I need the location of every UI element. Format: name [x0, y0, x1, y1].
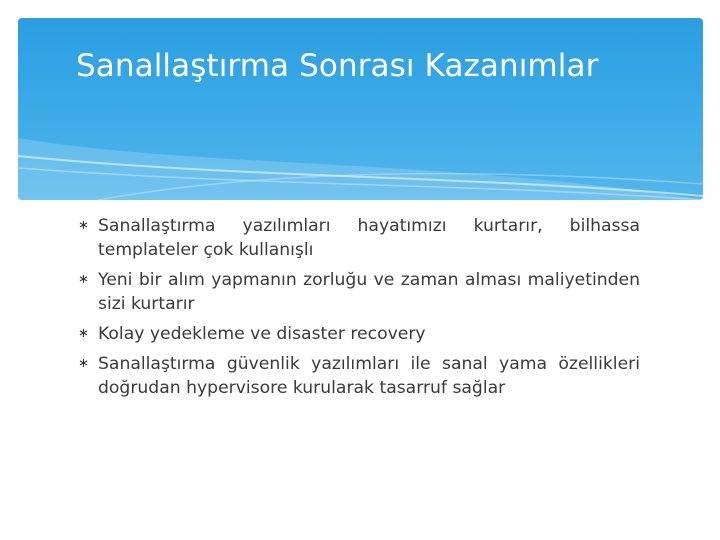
bullet-text: Sanallaştırma yazılımları hayatımızı kurtarır, bilhassa templateler çok kullanışlı [98, 216, 640, 260]
asterisk-icon: ∗ [78, 326, 89, 341]
bullet-list [78, 214, 640, 406]
slide-title: Sanallaştırma Sonrası Kazanımlar [76, 48, 599, 84]
banner-swoosh-decoration [18, 18, 703, 200]
bullet-text: Kolay yedekleme ve disaster recovery [98, 324, 426, 344]
bullet-item [78, 214, 640, 262]
asterisk-icon: ∗ [78, 272, 89, 287]
bullet-item [78, 268, 640, 316]
bullet-item [78, 322, 640, 346]
bullet-text: Sanallaştırma güvenlik yazılımları ile sanal yama özellikleri doğrudan hypervisore kurularak tasarruf sağlar [98, 354, 640, 398]
bullet-text: Yeni bir alım yapmanın zorluğu ve zaman alması maliyetinden sizi kurtarır [98, 270, 640, 314]
asterisk-icon: ∗ [78, 356, 89, 371]
title-banner [18, 18, 703, 200]
asterisk-icon: ∗ [78, 218, 89, 233]
bullet-item [78, 352, 640, 400]
